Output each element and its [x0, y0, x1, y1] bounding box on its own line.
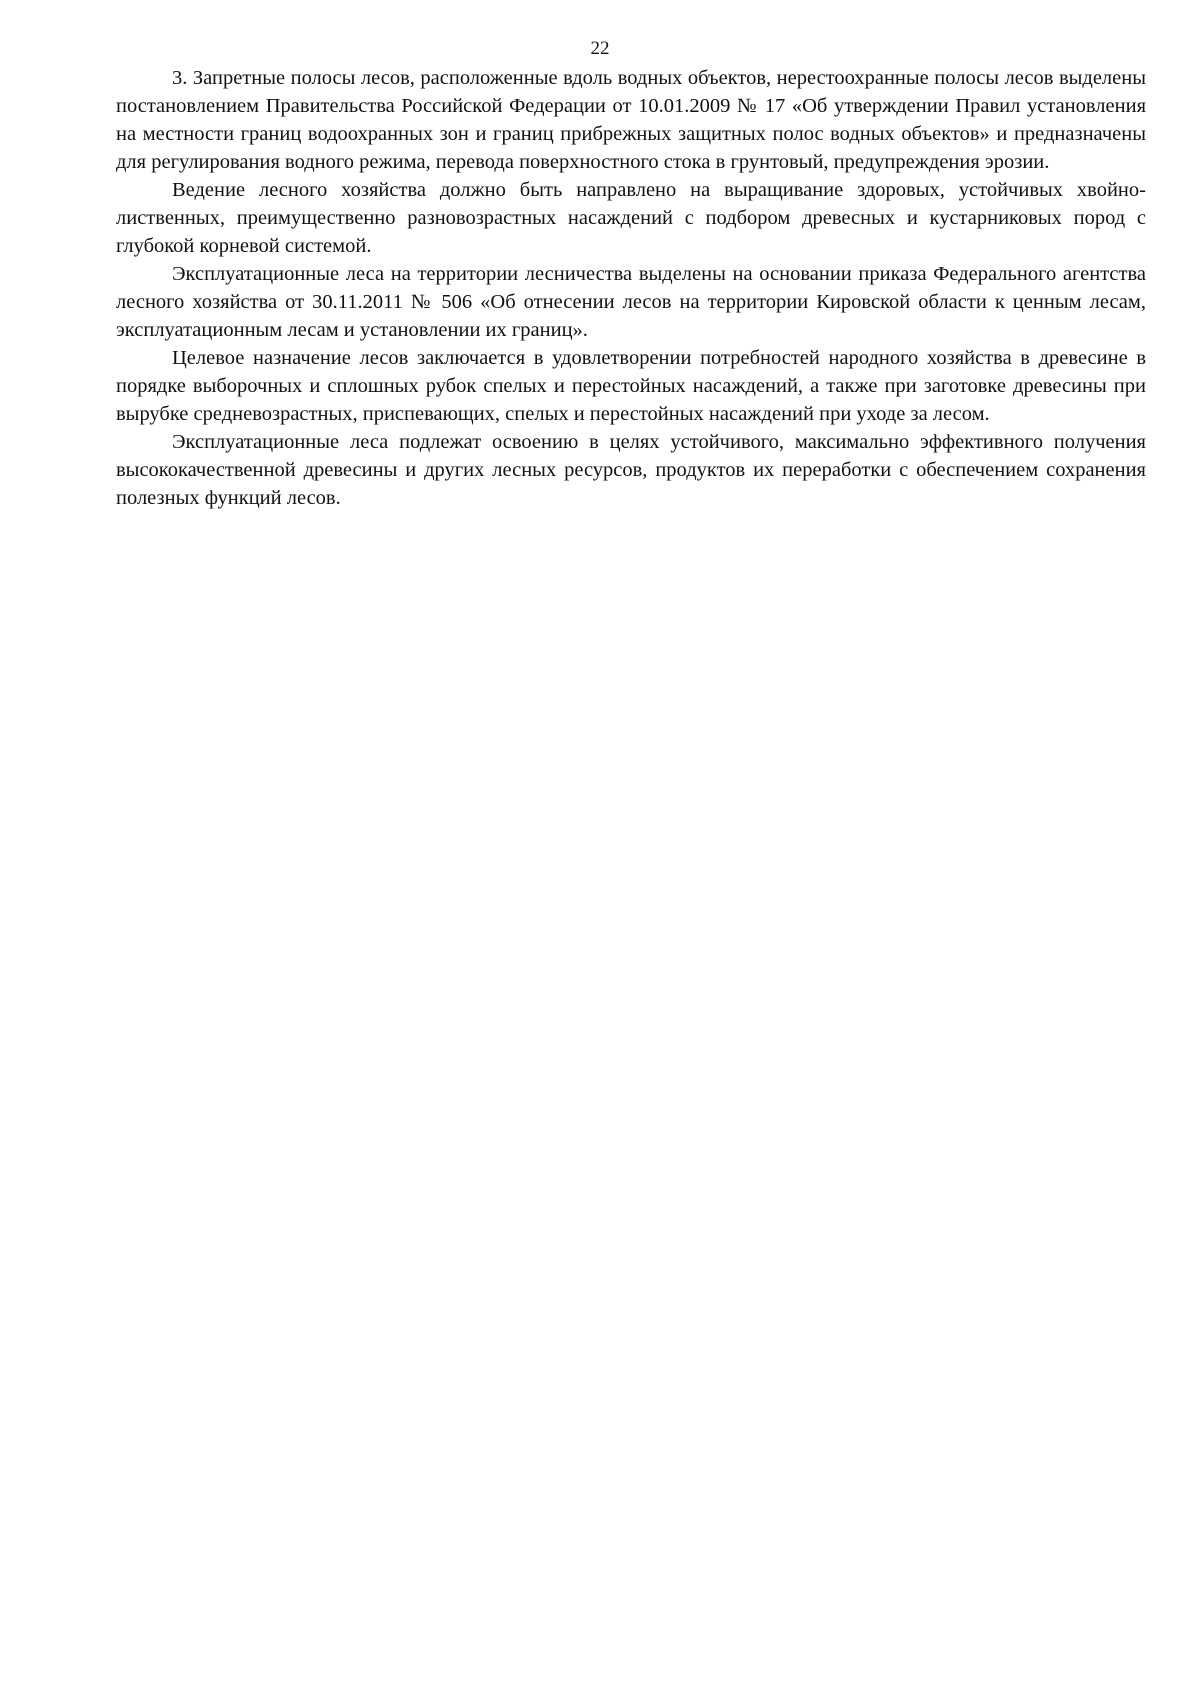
- document-body: [116, 64, 1146, 512]
- paragraph-exploitation-forests-order: Эксплуатационные леса на территории лесничества выделены на основании приказа Федерального агентства лесного хозяйства от 30.11.2011 № 506 «Об отнесении лесов на территории Кировской области к ценным лесам, эксплуатационным лесам и установлении их границ».: [116, 263, 1146, 341]
- paragraph-forest-management: Ведение лесного хозяйства должно быть направлено на выращивание здоровых, устойчивых хвойно-лиственных, преимущественно разновозрастных насаждений с подбором древесных и кустарниковых пород с глубокой корневой системой.: [116, 179, 1146, 257]
- page-number: 22: [590, 38, 610, 59]
- paragraph-protective-strips: 3. Запретные полосы лесов, расположенные вдоль водных объектов, нерестоохранные полосы лесов выделены постановлением Правительства Российской Федерации от 10.01.2009 № 17 «Об утверждении Правил установления на местности границ водоохранных зон и границ прибрежных защитных полос водных объектов» и предназначены для регулирования водного режима, перевода поверхностного стока в грунтовый, предупреждения эрозии.: [116, 67, 1146, 173]
- paragraph-forest-development: Эксплуатационные леса подлежат освоению в целях устойчивого, максимально эффективного получения высококачественной древесины и других лесных ресурсов, продуктов их переработки с обеспечением сохранения полезных функций лесов.: [116, 431, 1146, 509]
- paragraph-purpose-of-forests: Целевое назначение лесов заключается в удовлетворении потребностей народного хозяйства в древесине в порядке выборочных и сплошных рубок спелых и перестойных насаждений, а также при заготовке древесины при вырубке средневозрастных, приспевающих, спелых и перестойных насаждений при уходе за лесом.: [116, 347, 1146, 425]
